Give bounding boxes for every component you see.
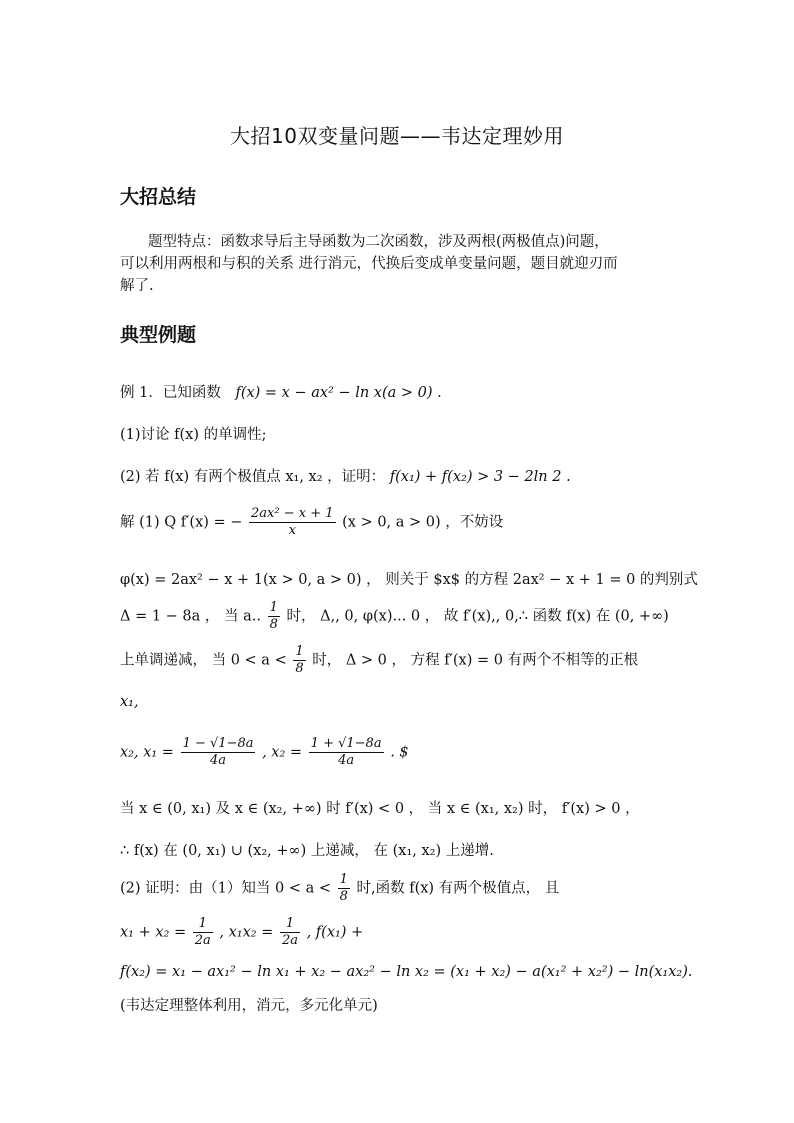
fraction	[268, 600, 280, 633]
vieta-tail: , f(x₁) +	[306, 924, 364, 941]
solution-line-7: 当 x ∈ (0, x₁) 及 x ∈ (x₂, +∞) 时 f′(x) < 0 ， 当 x ∈ (x₁, x₂) 时， f′(x) > 0 ，	[120, 801, 640, 817]
question-2-inequality: f(x₁) + f(x₂) > 3 − 2ln 2 .	[389, 469, 571, 485]
solution-line-6	[120, 736, 409, 769]
solution-line-3	[120, 600, 669, 633]
solution-line-10	[120, 916, 363, 949]
summary-line-3: 解了.	[120, 278, 154, 294]
fraction-denominator: 8	[269, 617, 278, 632]
example-label: 例 1．已知函数	[120, 385, 221, 401]
case-text: 上单调递减， 当 0 < a <	[120, 652, 287, 669]
page-title: 大招10双变量问题——韦达定理妙用	[230, 124, 564, 148]
roots-label: x₂, x₁ =	[120, 744, 174, 761]
solution-line-11: f(x₂) = x₁ − ax₁² − ln x₁ + x₂ − ax₂² − ln x₂ = (x₁ + x₂) − a(x₁² + x₂²) − ln(x₁x₂).	[120, 964, 693, 980]
fraction	[293, 644, 305, 677]
fraction	[309, 736, 384, 769]
solution-derivative-label: 解 (1) Q f′(x) = −	[120, 514, 243, 531]
proof-text: 时,函数 f(x) 有两个极值点， 且	[356, 880, 560, 897]
solution-line-2: φ(x) = 2ax² − x + 1(x > 0, a > 0) ， 则关于 $x$ 的方程 2ax² − x + 1 = 0 的判别式	[120, 572, 698, 588]
fraction-denominator: 2a	[281, 933, 298, 948]
fraction-denominator: 4a	[210, 753, 227, 768]
example-function: f(x) = x − ax² − ln x(a > 0) .	[235, 385, 442, 401]
fraction-denominator: 4a	[338, 753, 355, 768]
fraction-numerator: 1 − √1−8a	[182, 736, 254, 751]
root-separator: , x₂ =	[262, 744, 303, 761]
monotonic-text: 时， Δ,, 0, φ(x)... 0 ， 故 f′(x),, 0,∴ 函数 f(x) 在 (0, +∞)	[286, 608, 669, 625]
fraction-denominator: 2a	[194, 933, 211, 948]
fraction-denominator: 8	[295, 661, 304, 676]
fraction-numerator: 1	[269, 600, 278, 615]
fraction	[249, 506, 335, 539]
fraction-numerator: 2ax² − x + 1	[251, 506, 334, 521]
fraction	[181, 736, 256, 769]
solution-condition: (x > 0, a > 0) ，不妨设	[342, 514, 504, 531]
question-1: (1)讨论 f(x) 的单调性;	[120, 427, 267, 443]
solution-line-8: ∴ f(x) 在 (0, x₁) ∪ (x₂, +∞) 上递减， 在 (x₁, x₂) 上递增.	[120, 843, 494, 859]
root-end: . $	[390, 744, 409, 761]
fraction	[338, 872, 350, 905]
fraction-numerator: 1	[193, 916, 213, 933]
solution-line-9	[120, 872, 559, 905]
solution-line-1	[120, 506, 503, 539]
vieta-sum: x₁ + x₂ =	[120, 924, 187, 941]
solution-line-4	[120, 644, 638, 677]
fraction	[193, 916, 213, 949]
roots-text: 时， Δ > 0 ， 方程 f′(x) = 0 有两个不相等的正根	[312, 652, 639, 669]
summary-line-1: 题型特点：函数求导后主导函数为二次函数，涉及两根(两极值点)问题，	[148, 234, 609, 250]
example-intro-line	[120, 381, 442, 402]
fraction-numerator: 1	[280, 916, 300, 933]
vieta-product: , x₁x₂ =	[219, 924, 274, 941]
fraction-numerator: 1 + √1−8a	[310, 736, 382, 751]
section-heading-examples: 典型例题	[120, 324, 197, 346]
question-2-text: (2) 若 f(x) 有两个极值点 x₁, x₂ ，证明：	[120, 469, 386, 485]
solution-note: (韦达定理整体利用，消元，多元化单元)	[120, 998, 378, 1014]
fraction-denominator: 8	[339, 889, 348, 904]
question-2	[120, 465, 571, 486]
fraction-denominator: x	[288, 523, 296, 538]
proof-intro: (2) 证明：由（1）知当 0 < a <	[120, 880, 331, 897]
solution-line-5: x₁,	[120, 694, 139, 710]
fraction-numerator: 1	[295, 644, 304, 659]
discriminant-text: Δ = 1 − 8a ， 当 a..	[120, 608, 261, 625]
fraction	[280, 916, 300, 949]
fraction-numerator: 1	[339, 872, 348, 887]
summary-line-2: 可以利用两根和与积的关系 进行消元，代换后变成单变量问题，题目就迎刃而	[120, 256, 618, 272]
section-heading-summary: 大招总结	[120, 186, 197, 208]
